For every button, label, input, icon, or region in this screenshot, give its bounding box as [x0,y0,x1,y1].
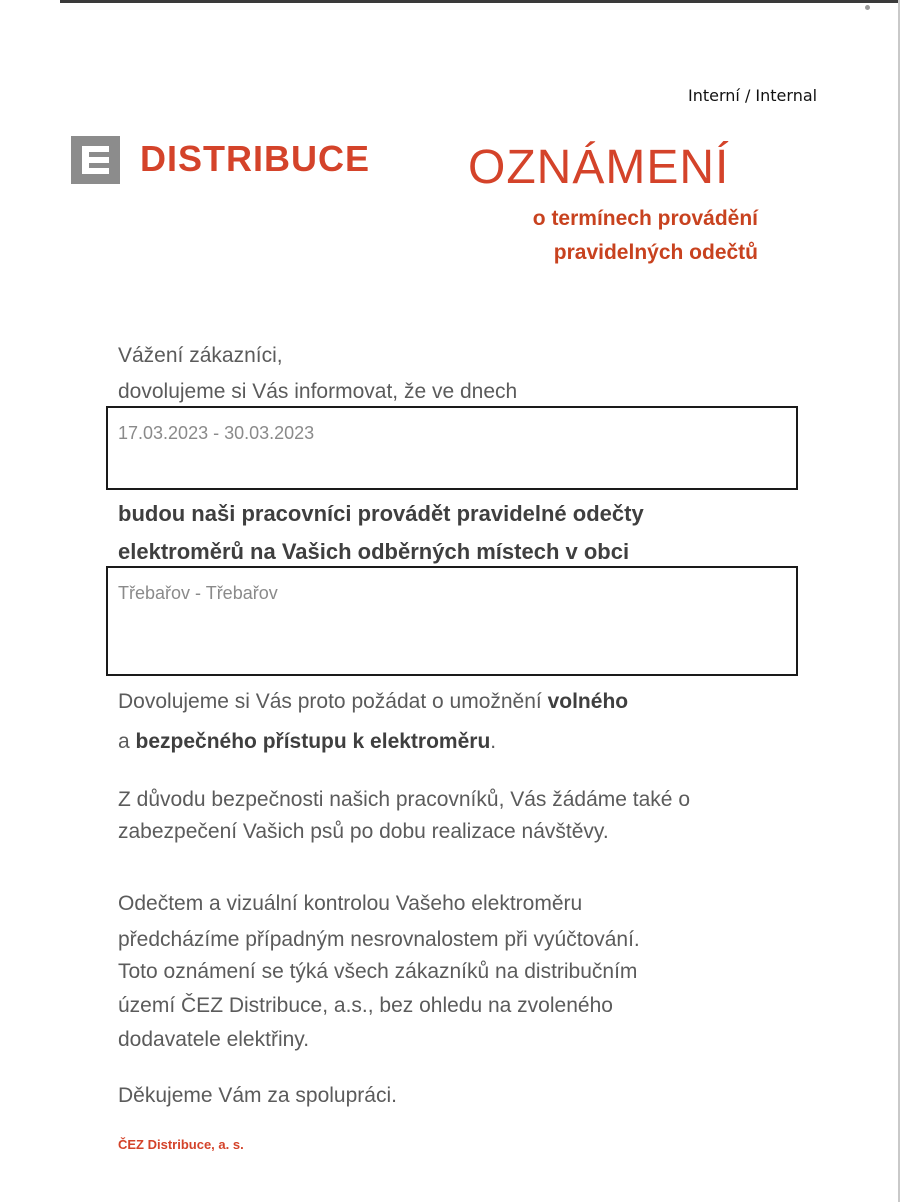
municipality-value: Třebařov - Třebařov [118,583,278,603]
access-request-line-2 [118,730,496,754]
info-text-line-4: území ČEZ Distribuce, a.s., bez ohledu na zvoleného [118,994,613,1017]
info-text-line-3: Toto oznámení se týká všech zákazníků na distribučním [118,960,638,983]
intro-text: dovolujeme si Vás informovat, že ve dnech [118,380,518,403]
access-request-emphasis: volného [547,690,629,713]
notice-subtitle-line-2: pravidelných odečtů [553,241,758,264]
reading-text-line-2: elektroměrů na Vašich odběrných místech v obci [118,539,630,564]
cez-logo-icon [71,136,120,184]
safety-text-line-2: zabezpečení Vašich psů po dobu realizace návštěvy. [118,820,609,843]
reading-text-line-1: budou naši pracovníci provádět pravidelné odečty [118,501,644,526]
municipality-field [106,566,798,676]
access-request-emphasis-2: bezpečného přístupu k elektroměru [135,730,491,753]
brand-logo-text: DISTRIBUCE [140,138,371,179]
scan-dot [865,5,870,10]
safety-text-line-1: Z důvodu bezpečnosti našich pracovníků, Vás žádáme také o [118,788,691,811]
notice-subtitle-line-1: o termínech provádění [532,207,758,230]
notice-subtitle [440,202,758,270]
scan-top-edge [60,0,900,3]
classification-label: Interní / Internal [688,86,818,105]
info-text-line-5: dodavatele elektřiny. [118,1028,310,1051]
greeting: Vážení zákazníci, [118,344,283,367]
access-request-line-1 [118,690,628,714]
notice-title: OZNÁMENÍ [468,141,730,194]
info-text-line-2: předcházíme případným nesrovnalostem při vyúčtování. [118,928,640,951]
thanks-text: Děkujeme Vám za spolupráci. [118,1084,397,1107]
access-request-conjunction: a [118,730,130,753]
dates-field [106,406,798,490]
info-text-line-1: Odečtem a vizuální kontrolou Vašeho elektroměru [118,892,583,915]
access-request-period: . [490,730,497,753]
access-request-text: Dovolujeme si Vás proto požádat o umožnění [118,690,542,713]
dates-value: 17.03.2023 - 30.03.2023 [118,423,315,443]
footer-company: ČEZ Distribuce, a. s. [118,1137,244,1152]
